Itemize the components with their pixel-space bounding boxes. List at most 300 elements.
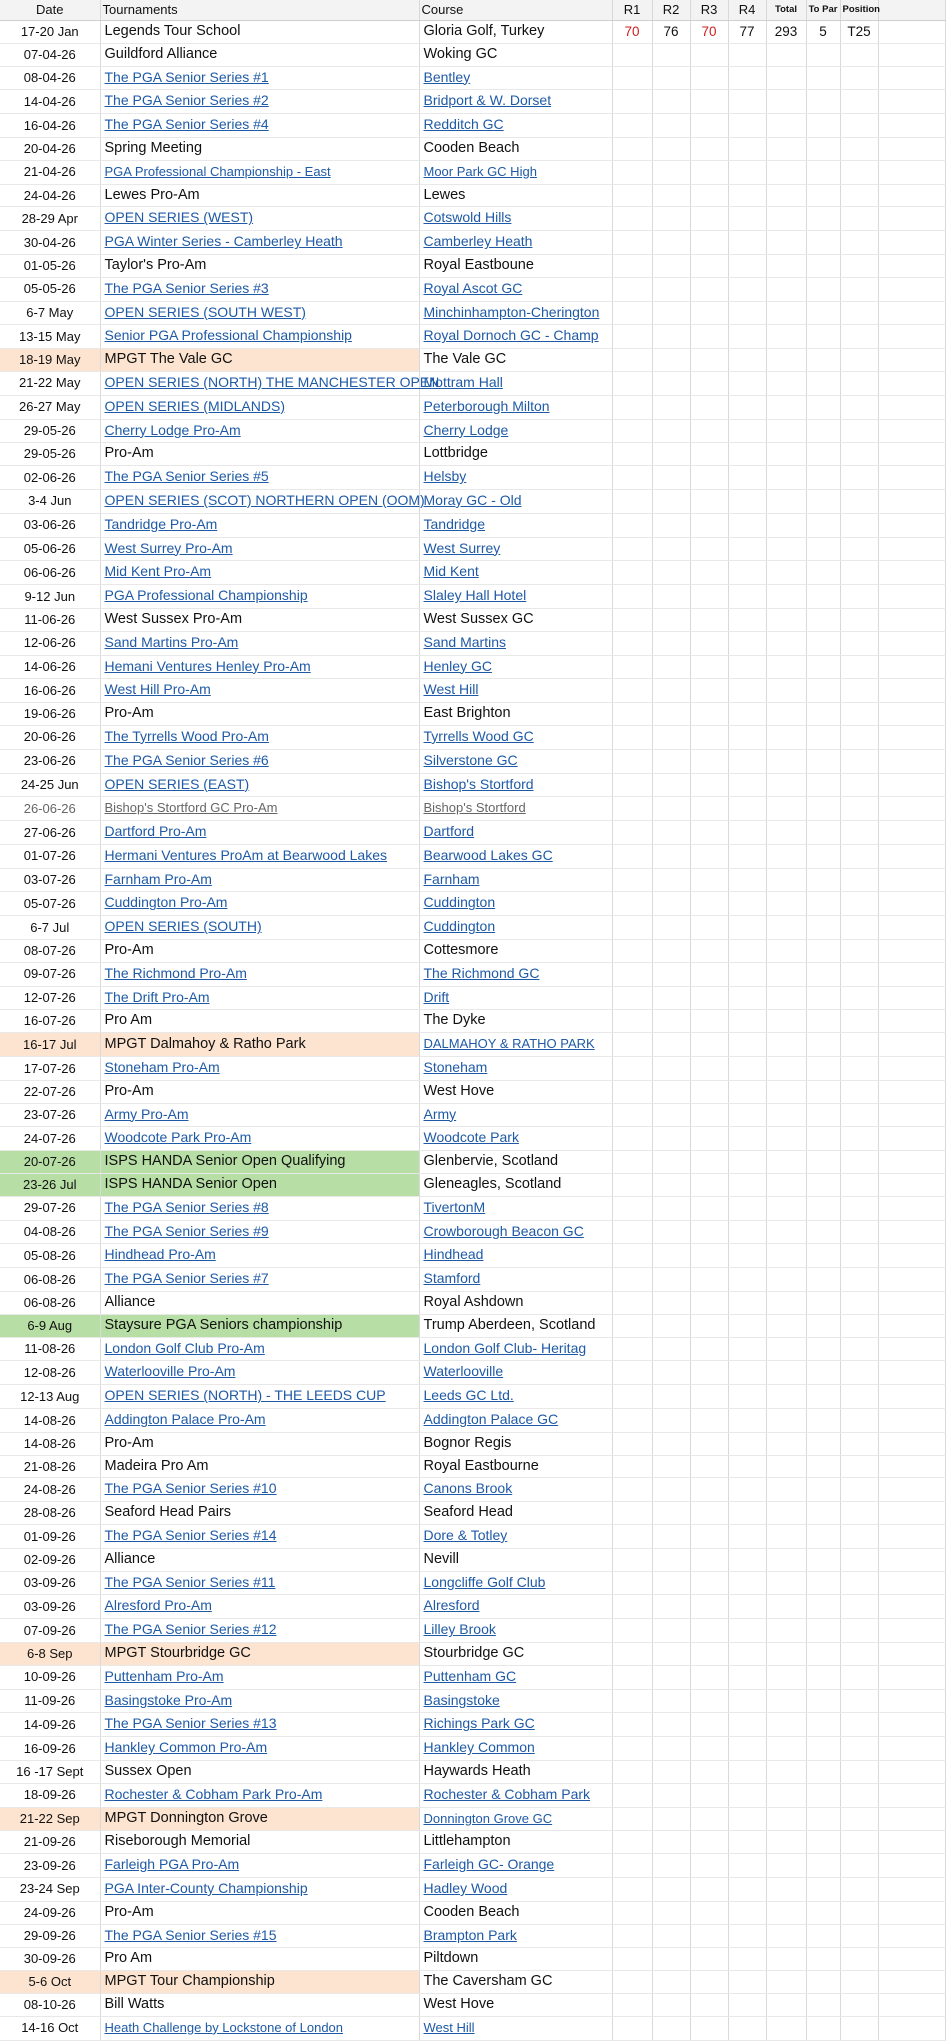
course-link[interactable]: Mid Kent	[423, 563, 479, 580]
empty-cell[interactable]	[878, 1478, 945, 1502]
course-link[interactable]: The Richmond GC	[423, 964, 540, 981]
score-cell-position[interactable]	[840, 419, 878, 443]
score-cell-topar[interactable]	[806, 1010, 840, 1033]
empty-cell[interactable]	[878, 325, 945, 349]
score-cell-position[interactable]	[840, 114, 878, 138]
score-cell-topar[interactable]	[806, 1314, 840, 1337]
score-cell-r1[interactable]	[612, 868, 652, 892]
date-cell[interactable]: 23-06-26	[0, 749, 100, 773]
course-link[interactable]: Canons Brook	[423, 1480, 513, 1497]
score-cell-r1[interactable]	[612, 631, 652, 655]
course-link[interactable]: Donnington Grove GC	[423, 1810, 553, 1826]
score-cell-position[interactable]	[840, 561, 878, 585]
score-cell-r1[interactable]	[612, 1854, 652, 1878]
date-cell[interactable]: 5-6 Oct	[0, 1971, 100, 1994]
course-cell[interactable]	[419, 1713, 612, 1737]
date-cell[interactable]: 11-08-26	[0, 1337, 100, 1361]
date-cell[interactable]: 26-27 May	[0, 395, 100, 419]
empty-cell[interactable]	[878, 2016, 945, 2040]
score-cell-r4[interactable]	[728, 1831, 766, 1854]
score-cell-r1[interactable]	[612, 513, 652, 537]
score-cell-total[interactable]	[766, 466, 806, 490]
tournament-cell[interactable]	[100, 160, 419, 184]
empty-cell[interactable]	[878, 137, 945, 160]
course-link[interactable]: TivertonM	[423, 1198, 486, 1215]
tournament-cell[interactable]	[100, 114, 419, 138]
score-cell-total[interactable]	[766, 1033, 806, 1057]
score-cell-r1[interactable]	[612, 1010, 652, 1033]
score-cell-r3[interactable]	[690, 66, 728, 90]
course-cell[interactable]	[419, 1665, 612, 1689]
date-cell[interactable]: 14-06-26	[0, 655, 100, 679]
score-cell-position[interactable]	[840, 1619, 878, 1643]
score-cell-r4[interactable]	[728, 466, 766, 490]
score-cell-r3[interactable]	[690, 797, 728, 821]
empty-cell[interactable]	[878, 1220, 945, 1244]
score-cell-r4[interactable]	[728, 561, 766, 585]
empty-cell[interactable]	[878, 1409, 945, 1433]
course-cell[interactable]: Cooden Beach	[419, 137, 612, 160]
score-cell-position[interactable]	[840, 940, 878, 963]
course-cell[interactable]: The Vale GC	[419, 349, 612, 372]
empty-cell[interactable]	[878, 1455, 945, 1478]
score-cell-r1[interactable]	[612, 1948, 652, 1971]
tournament-cell[interactable]	[100, 277, 419, 301]
score-cell-position[interactable]	[840, 231, 878, 255]
empty-cell[interactable]	[878, 1337, 945, 1361]
score-cell-r3[interactable]	[690, 1432, 728, 1455]
score-cell-r2[interactable]	[652, 892, 690, 916]
course-cell[interactable]	[419, 1807, 612, 1831]
date-cell[interactable]: 06-06-26	[0, 561, 100, 585]
score-cell-position[interactable]	[840, 1103, 878, 1127]
empty-cell[interactable]	[878, 21, 945, 44]
date-cell[interactable]: 05-08-26	[0, 1244, 100, 1268]
score-cell-total[interactable]	[766, 513, 806, 537]
tournament-link[interactable]: The PGA Senior Series #12	[104, 1621, 277, 1638]
score-cell-r4[interactable]	[728, 1760, 766, 1783]
score-cell-topar[interactable]	[806, 371, 840, 395]
date-cell[interactable]: 16-09-26	[0, 1737, 100, 1761]
score-cell-r2[interactable]	[652, 1924, 690, 1948]
course-cell[interactable]	[419, 419, 612, 443]
course-link[interactable]: Minchinhampton-Cherington	[423, 303, 600, 320]
course-link[interactable]: Slaley Hall Hotel	[423, 587, 527, 604]
score-cell-r1[interactable]	[612, 1268, 652, 1292]
score-cell-r1[interactable]	[612, 1432, 652, 1455]
score-cell-r3[interactable]	[690, 749, 728, 773]
course-cell[interactable]	[419, 1783, 612, 1807]
score-cell-r1[interactable]	[612, 1127, 652, 1151]
tournament-cell[interactable]	[100, 419, 419, 443]
score-cell-r2[interactable]	[652, 1244, 690, 1268]
score-cell-position[interactable]	[840, 1924, 878, 1948]
score-cell-r1[interactable]	[612, 1103, 652, 1127]
empty-cell[interactable]	[878, 301, 945, 325]
tournament-cell[interactable]	[100, 1665, 419, 1689]
score-cell-topar[interactable]	[806, 1057, 840, 1081]
score-cell-r1[interactable]	[612, 1548, 652, 1571]
date-cell[interactable]: 23-24 Sep	[0, 1877, 100, 1901]
date-cell[interactable]: 01-09-26	[0, 1525, 100, 1549]
score-cell-position[interactable]	[840, 1385, 878, 1409]
score-cell-position[interactable]	[840, 1127, 878, 1151]
score-cell-total[interactable]	[766, 66, 806, 90]
score-cell-topar[interactable]	[806, 1737, 840, 1761]
score-cell-r1[interactable]	[612, 1901, 652, 1924]
score-cell-position[interactable]	[840, 1478, 878, 1502]
empty-cell[interactable]	[878, 561, 945, 585]
score-cell-topar[interactable]	[806, 749, 840, 773]
score-cell-r3[interactable]	[690, 679, 728, 703]
course-link[interactable]: DALMAHOY & RATHO PARK	[423, 1036, 595, 1052]
score-cell-total[interactable]	[766, 1642, 806, 1665]
score-cell-r3[interactable]	[690, 277, 728, 301]
score-cell-r1[interactable]	[612, 1292, 652, 1315]
score-cell-topar[interactable]	[806, 325, 840, 349]
score-cell-total[interactable]	[766, 254, 806, 277]
score-cell-r1[interactable]	[612, 1314, 652, 1337]
score-cell-position[interactable]	[840, 1314, 878, 1337]
score-cell-r4[interactable]	[728, 419, 766, 443]
score-cell-r3[interactable]	[690, 1057, 728, 1081]
date-cell[interactable]: 02-06-26	[0, 466, 100, 490]
date-cell[interactable]: 3-4 Jun	[0, 489, 100, 513]
date-cell[interactable]: 11-09-26	[0, 1689, 100, 1713]
date-cell[interactable]: 16-07-26	[0, 1010, 100, 1033]
score-cell-r4[interactable]	[728, 137, 766, 160]
score-cell-r1[interactable]	[612, 184, 652, 207]
date-cell[interactable]: 06-08-26	[0, 1292, 100, 1315]
course-cell[interactable]: Stourbridge GC	[419, 1642, 612, 1665]
tournament-cell[interactable]	[100, 986, 419, 1010]
score-cell-r3[interactable]	[690, 821, 728, 845]
tournament-cell[interactable]: Seaford Head Pairs	[100, 1502, 419, 1525]
tournament-cell[interactable]	[100, 1196, 419, 1220]
score-cell-r3[interactable]	[690, 513, 728, 537]
date-cell[interactable]: 20-07-26	[0, 1151, 100, 1174]
score-cell-r3[interactable]	[690, 443, 728, 466]
tournament-cell[interactable]: Pro-Am	[100, 1080, 419, 1103]
score-cell-r4[interactable]	[728, 1057, 766, 1081]
score-cell-total[interactable]	[766, 2016, 806, 2040]
empty-cell[interactable]	[878, 986, 945, 1010]
date-cell[interactable]: 02-09-26	[0, 1548, 100, 1571]
score-cell-r1[interactable]	[612, 1760, 652, 1783]
course-cell[interactable]	[419, 489, 612, 513]
score-cell-position[interactable]	[840, 1807, 878, 1831]
date-cell[interactable]: 22-07-26	[0, 1080, 100, 1103]
tournament-cell[interactable]: Pro-Am	[100, 1901, 419, 1924]
date-cell[interactable]: 11-06-26	[0, 608, 100, 631]
score-cell-r4[interactable]	[728, 207, 766, 231]
course-link[interactable]: Hadley Wood	[423, 1879, 508, 1896]
tournament-link[interactable]: The PGA Senior Series #13	[104, 1715, 277, 1732]
score-cell-total[interactable]	[766, 1010, 806, 1033]
course-cell[interactable]: East Brighton	[419, 703, 612, 726]
score-cell-r3[interactable]	[690, 489, 728, 513]
score-cell-topar[interactable]	[806, 725, 840, 749]
score-cell-r2[interactable]	[652, 773, 690, 797]
course-link[interactable]: Bentley	[423, 68, 471, 85]
score-cell-r2[interactable]	[652, 1760, 690, 1783]
score-cell-r3[interactable]	[690, 160, 728, 184]
date-cell[interactable]: 20-04-26	[0, 137, 100, 160]
date-cell[interactable]: 14-04-26	[0, 90, 100, 114]
tournament-link[interactable]: Rochester & Cobham Park Pro-Am	[104, 1785, 323, 1802]
header-course[interactable]: Course	[419, 0, 612, 21]
course-cell[interactable]	[419, 2016, 612, 2040]
score-cell-position[interactable]	[840, 537, 878, 561]
score-cell-r4[interactable]	[728, 537, 766, 561]
empty-cell[interactable]	[878, 371, 945, 395]
score-cell-topar[interactable]	[806, 1548, 840, 1571]
score-cell-topar[interactable]	[806, 1478, 840, 1502]
score-cell-r2[interactable]	[652, 90, 690, 114]
score-cell-r3[interactable]	[690, 1642, 728, 1665]
course-cell[interactable]: Littlehampton	[419, 1831, 612, 1854]
date-cell[interactable]: 14-08-26	[0, 1409, 100, 1433]
tournament-cell[interactable]	[100, 962, 419, 986]
empty-cell[interactable]	[878, 1783, 945, 1807]
header-r1[interactable]: R1	[612, 0, 652, 21]
score-cell-r3[interactable]	[690, 466, 728, 490]
course-cell[interactable]: The Dyke	[419, 1010, 612, 1033]
score-cell-topar[interactable]	[806, 703, 840, 726]
score-cell-r2[interactable]	[652, 466, 690, 490]
score-cell-r1[interactable]	[612, 1689, 652, 1713]
tournament-cell[interactable]	[100, 821, 419, 845]
score-cell-r4[interactable]	[728, 773, 766, 797]
score-cell-r4[interactable]	[728, 916, 766, 940]
score-cell-position[interactable]	[840, 1220, 878, 1244]
course-link[interactable]: Bishop's Stortford	[423, 800, 526, 816]
score-cell-position[interactable]	[840, 1010, 878, 1033]
score-cell-r2[interactable]	[652, 585, 690, 609]
score-cell-total[interactable]	[766, 325, 806, 349]
course-cell[interactable]	[419, 1337, 612, 1361]
empty-cell[interactable]	[878, 349, 945, 372]
score-cell-position[interactable]	[840, 1409, 878, 1433]
course-cell[interactable]	[419, 1220, 612, 1244]
tournament-cell[interactable]	[100, 1595, 419, 1619]
tournament-link[interactable]: The PGA Senior Series #1	[104, 68, 269, 85]
tournament-cell[interactable]: Pro-Am	[100, 1432, 419, 1455]
course-link[interactable]: Alresford	[423, 1597, 480, 1614]
date-cell[interactable]: 12-08-26	[0, 1361, 100, 1385]
score-cell-r4[interactable]	[728, 349, 766, 372]
tournament-link[interactable]: Bishop's Stortford GC Pro-Am	[104, 800, 278, 816]
score-cell-r2[interactable]	[652, 1595, 690, 1619]
score-cell-r3[interactable]	[690, 561, 728, 585]
score-cell-r3[interactable]	[690, 1619, 728, 1643]
score-cell-topar[interactable]	[806, 537, 840, 561]
score-cell-r2[interactable]	[652, 1292, 690, 1315]
score-cell-r2[interactable]	[652, 1174, 690, 1197]
date-cell[interactable]: 04-08-26	[0, 1220, 100, 1244]
score-cell-topar[interactable]	[806, 66, 840, 90]
score-cell-r1[interactable]	[612, 1665, 652, 1689]
score-cell-r2[interactable]	[652, 916, 690, 940]
tournament-cell[interactable]: MPGT The Vale GC	[100, 349, 419, 372]
score-cell-total[interactable]	[766, 1409, 806, 1433]
tournament-link[interactable]: Cuddington Pro-Am	[104, 894, 228, 911]
tournament-cell[interactable]	[100, 585, 419, 609]
score-cell-position[interactable]	[840, 489, 878, 513]
date-cell[interactable]: 18-19 May	[0, 349, 100, 372]
date-cell[interactable]: 24-04-26	[0, 184, 100, 207]
score-cell-r1[interactable]	[612, 1971, 652, 1994]
course-link[interactable]: Stoneham	[423, 1059, 488, 1076]
score-cell-r2[interactable]	[652, 301, 690, 325]
empty-cell[interactable]	[878, 160, 945, 184]
score-cell-total[interactable]	[766, 90, 806, 114]
score-cell-r1[interactable]	[612, 1831, 652, 1854]
empty-cell[interactable]	[878, 703, 945, 726]
course-cell[interactable]	[419, 1385, 612, 1409]
score-cell-position[interactable]	[840, 1455, 878, 1478]
score-cell-topar[interactable]	[806, 513, 840, 537]
empty-cell[interactable]	[878, 797, 945, 821]
empty-cell[interactable]	[878, 1993, 945, 2016]
tournament-cell[interactable]: Bill Watts	[100, 1993, 419, 2016]
tournament-cell[interactable]: MPGT Tour Championship	[100, 1971, 419, 1994]
header-date[interactable]: Date	[0, 0, 100, 21]
score-cell-r3[interactable]	[690, 773, 728, 797]
empty-cell[interactable]	[878, 1548, 945, 1571]
tournament-link[interactable]: Farleigh PGA Pro-Am	[104, 1856, 240, 1873]
course-link[interactable]: Dore & Totley	[423, 1527, 508, 1543]
score-cell-topar[interactable]	[806, 655, 840, 679]
score-cell-r3[interactable]	[690, 1737, 728, 1761]
date-cell[interactable]: 6-7 May	[0, 301, 100, 325]
score-cell-total[interactable]	[766, 231, 806, 255]
score-cell-total[interactable]	[766, 349, 806, 372]
score-cell-r1[interactable]	[612, 725, 652, 749]
score-cell-r1[interactable]	[612, 608, 652, 631]
score-cell-topar[interactable]	[806, 1337, 840, 1361]
score-cell-position[interactable]	[840, 395, 878, 419]
score-cell-r1[interactable]	[612, 962, 652, 986]
score-cell-r2[interactable]	[652, 184, 690, 207]
empty-cell[interactable]	[878, 277, 945, 301]
empty-cell[interactable]	[878, 114, 945, 138]
score-cell-r1[interactable]	[612, 231, 652, 255]
tournament-cell[interactable]	[100, 1220, 419, 1244]
score-cell-r3[interactable]	[690, 90, 728, 114]
tournament-link[interactable]: OPEN SERIES (EAST)	[104, 775, 250, 792]
tournament-cell[interactable]	[100, 1268, 419, 1292]
course-cell[interactable]	[419, 821, 612, 845]
score-cell-r4[interactable]	[728, 1971, 766, 1994]
score-cell-r4[interactable]	[728, 1385, 766, 1409]
empty-cell[interactable]	[878, 1595, 945, 1619]
course-link[interactable]: Bridport & W. Dorset	[423, 92, 552, 109]
score-cell-position[interactable]	[840, 1337, 878, 1361]
date-cell[interactable]: 29-07-26	[0, 1196, 100, 1220]
score-cell-position[interactable]	[840, 1268, 878, 1292]
score-cell-topar[interactable]	[806, 1783, 840, 1807]
score-cell-r2[interactable]	[652, 114, 690, 138]
course-link[interactable]: Silverstone GC	[423, 751, 518, 768]
score-cell-r2[interactable]	[652, 43, 690, 66]
score-cell-r4[interactable]	[728, 66, 766, 90]
score-cell-topar[interactable]	[806, 1854, 840, 1878]
score-cell-total[interactable]	[766, 207, 806, 231]
score-cell-r3[interactable]	[690, 1337, 728, 1361]
date-cell[interactable]: 29-05-26	[0, 419, 100, 443]
score-cell-r1[interactable]	[612, 749, 652, 773]
empty-cell[interactable]	[878, 1948, 945, 1971]
score-cell-topar[interactable]	[806, 90, 840, 114]
score-cell-r3[interactable]	[690, 916, 728, 940]
tournament-cell[interactable]	[100, 1854, 419, 1878]
date-cell[interactable]: 21-08-26	[0, 1455, 100, 1478]
score-cell-total[interactable]	[766, 1292, 806, 1315]
score-cell-r1[interactable]	[612, 821, 652, 845]
course-cell[interactable]	[419, 1033, 612, 1057]
tournament-cell[interactable]	[100, 513, 419, 537]
score-cell-r4[interactable]	[728, 703, 766, 726]
empty-cell[interactable]	[878, 207, 945, 231]
score-cell-total[interactable]	[766, 703, 806, 726]
score-cell-r4[interactable]	[728, 1455, 766, 1478]
course-cell[interactable]	[419, 1268, 612, 1292]
score-cell-total[interactable]	[766, 962, 806, 986]
empty-cell[interactable]	[878, 821, 945, 845]
tournament-link[interactable]: The Drift Pro-Am	[104, 988, 210, 1005]
tournament-link[interactable]: Basingstoke Pro-Am	[104, 1691, 233, 1708]
date-cell[interactable]: 17-07-26	[0, 1057, 100, 1081]
score-cell-total[interactable]	[766, 749, 806, 773]
score-cell-topar[interactable]	[806, 466, 840, 490]
score-cell-total[interactable]	[766, 797, 806, 821]
empty-cell[interactable]	[878, 419, 945, 443]
empty-cell[interactable]	[878, 1831, 945, 1854]
course-cell[interactable]	[419, 679, 612, 703]
score-cell-position[interactable]	[840, 1548, 878, 1571]
course-cell[interactable]: Haywards Heath	[419, 1760, 612, 1783]
course-cell[interactable]	[419, 1689, 612, 1713]
tournament-cell[interactable]	[100, 301, 419, 325]
course-cell[interactable]	[419, 114, 612, 138]
tournament-link[interactable]: Woodcote Park Pro-Am	[104, 1129, 252, 1146]
score-cell-total[interactable]	[766, 1760, 806, 1783]
score-cell-total[interactable]	[766, 1807, 806, 1831]
score-cell-r4[interactable]	[728, 114, 766, 138]
score-cell-position[interactable]	[840, 1525, 878, 1549]
empty-cell[interactable]	[878, 608, 945, 631]
tournament-cell[interactable]	[100, 725, 419, 749]
score-cell-r3[interactable]	[690, 1502, 728, 1525]
score-cell-r2[interactable]	[652, 207, 690, 231]
tournament-cell[interactable]	[100, 1737, 419, 1761]
tournament-cell[interactable]: Pro Am	[100, 1948, 419, 1971]
date-cell[interactable]: 6-7 Jul	[0, 916, 100, 940]
score-cell-total[interactable]	[766, 114, 806, 138]
score-cell-r1[interactable]	[612, 160, 652, 184]
score-cell-r2[interactable]	[652, 1455, 690, 1478]
score-cell-r2[interactable]	[652, 231, 690, 255]
date-cell[interactable]: 24-08-26	[0, 1478, 100, 1502]
score-cell-position[interactable]	[840, 1502, 878, 1525]
score-cell-r2[interactable]	[652, 1057, 690, 1081]
score-cell-r2[interactable]	[652, 797, 690, 821]
score-cell-total[interactable]	[766, 868, 806, 892]
score-cell-r4[interactable]	[728, 1103, 766, 1127]
score-cell-total[interactable]	[766, 1432, 806, 1455]
score-cell-r1[interactable]: 70	[612, 21, 652, 44]
